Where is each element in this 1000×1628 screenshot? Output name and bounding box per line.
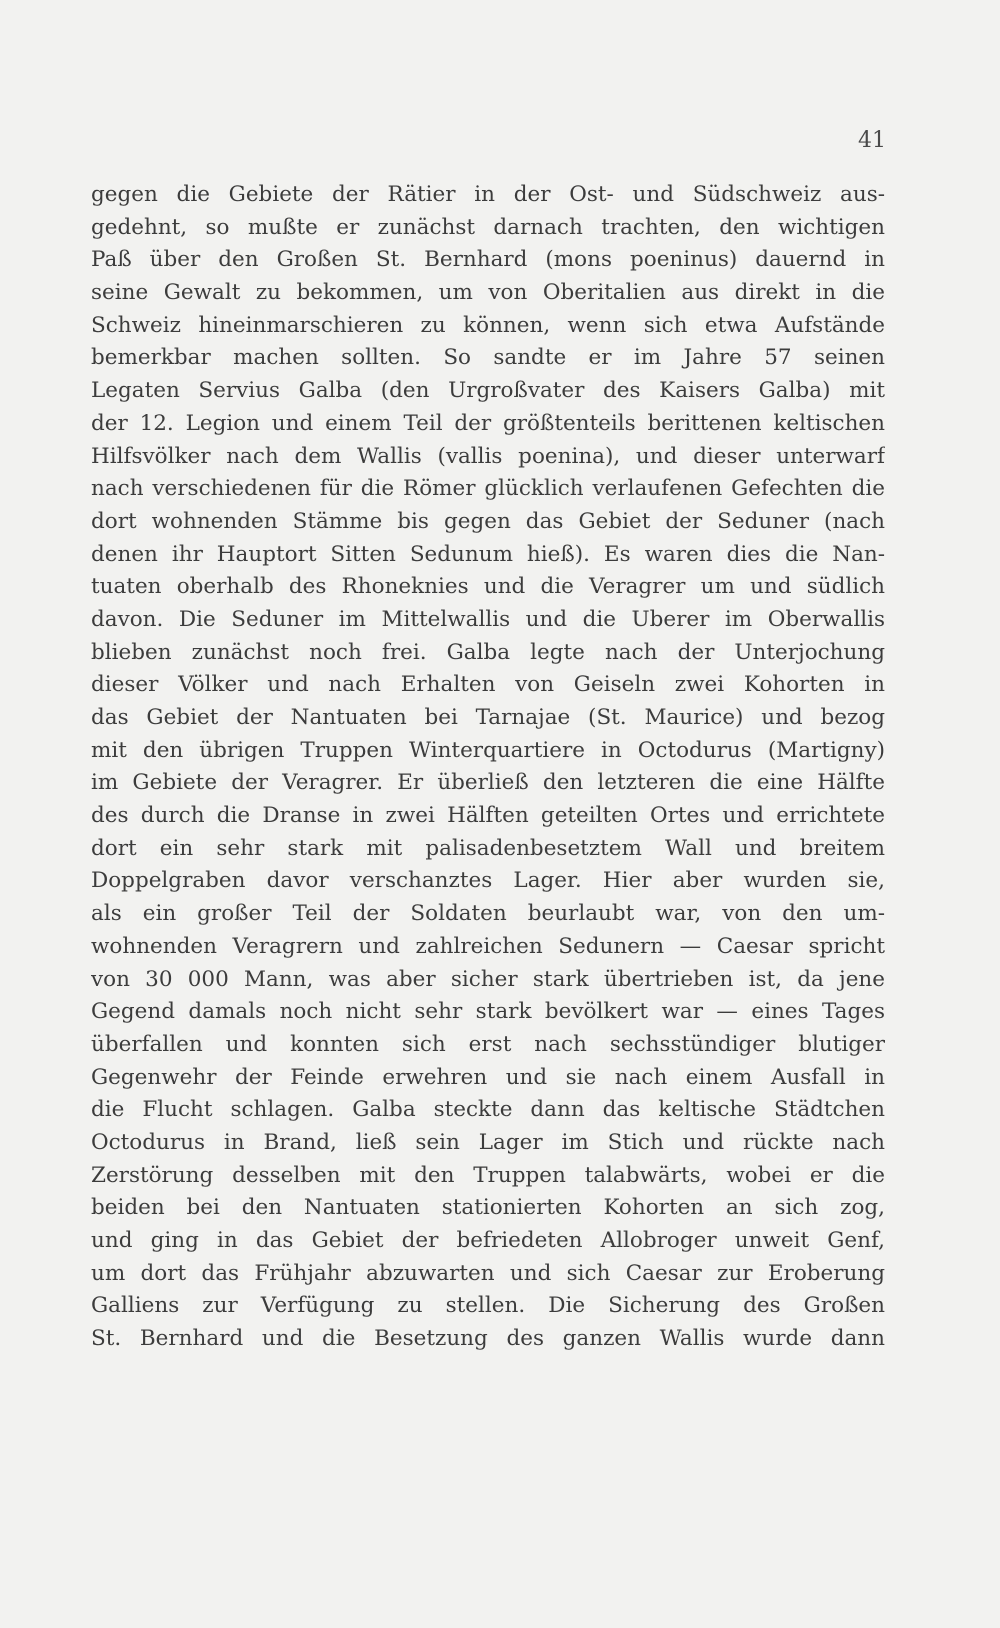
text-line: gegen die Gebiete der Rätier in der Ost- und Südschweiz aus- [91, 182, 885, 207]
text-line: im Gebiete der Veragrer. Er überließ den letzteren die eine Hälfte [91, 770, 885, 796]
text-line: um dort das Frühjahr abzuwarten und sich Caesar zur Eroberung [91, 1260, 885, 1286]
text-line: dort wohnenden Stämme bis gegen das Gebiet der Seduner (nach [91, 508, 885, 534]
text-line: von 30 000 Mann, was aber sicher stark übertrieben ist, da jene [91, 966, 885, 992]
text-line: Schweiz hineinmarschieren zu können, wenn sich etwa Aufstände [91, 312, 885, 338]
text-line: tuaten oberhalb des Rhoneknies und die Veragrer um und südlich [91, 574, 885, 600]
text-line: davon. Die Seduner im Mittelwallis und die Uberer im Oberwallis [91, 606, 885, 632]
body-text [91, 179, 885, 1356]
text-line: Doppelgraben davor verschanztes Lager. Hier aber wurden sie, [91, 868, 885, 894]
text-line: Gegend damals noch nicht sehr stark bevölkert war — eines Tages [91, 999, 885, 1025]
text-line: nach verschiedenen für die Römer glücklich verlaufenen Gefechten die [91, 476, 885, 502]
text-line: Legaten Servius Galba (den Urgroßvater des Kaisers Galba) mit [91, 378, 885, 404]
text-line: und ging in das Gebiet der befriedeten Allobroger unweit Genf, [91, 1228, 885, 1253]
text-line: als ein großer Teil der Soldaten beurlaubt war, von den um- [91, 901, 885, 927]
text-line: beiden bei den Nantuaten stationierten Kohorten an sich zog, [91, 1195, 885, 1221]
text-line: seine Gewalt zu bekommen, um von Oberitalien aus direkt in die [91, 280, 885, 306]
text-line: der 12. Legion und einem Teil der größtenteils berittenen keltischen [91, 410, 885, 436]
text-line: blieben zunächst noch frei. Galba legte nach der Unterjochung [91, 639, 885, 665]
text-line: Paß über den Großen St. Bernhard (mons poeninus) dauernd in [91, 247, 885, 273]
text-line: überfallen und konnten sich erst nach sechsstündiger blutiger [91, 1031, 885, 1057]
text-line: bemerkbar machen sollten. So sandte er im Jahre 57 seinen [91, 345, 885, 371]
text-line: Gegenwehr der Feinde erwehren und sie nach einem Ausfall in [91, 1064, 885, 1090]
text-line: Octodurus in Brand, ließ sein Lager im Stich und rückte nach [91, 1129, 885, 1155]
text-line: dort ein sehr stark mit palisadenbesetztem Wall und breitem [91, 835, 885, 861]
page-number: 41 [858, 128, 886, 153]
text-line: gedehnt, so mußte er zunächst darnach trachten, den wichtigen [91, 214, 885, 240]
text-line: dieser Völker und nach Erhalten von Geiseln zwei Kohorten in [91, 672, 885, 698]
text-line: wohnenden Veragrern und zahlreichen Sedunern — Caesar spricht [91, 933, 885, 959]
text-line: die Flucht schlagen. Galba steckte dann das keltische Städtchen [91, 1097, 885, 1123]
text-line: Zerstörung desselben mit den Truppen talabwärts, wobei er die [91, 1162, 885, 1188]
text-line: Hilfsvölker nach dem Wallis (vallis poenina), und dieser unterwarf [91, 443, 885, 469]
text-line: das Gebiet der Nantuaten bei Tarnajae (St. Maurice) und bezog [91, 705, 885, 730]
text-line: St. Bernhard und die Besetzung des ganzen Wallis wurde dann [91, 1326, 885, 1352]
text-line: des durch die Dranse in zwei Hälften geteilten Ortes und errichtete [91, 803, 885, 829]
text-line: mit den übrigen Truppen Winterquartiere in Octodurus (Martigny) [91, 737, 885, 763]
text-line: Galliens zur Verfügung zu stellen. Die Sicherung des Großen [91, 1293, 885, 1319]
text-line: denen ihr Hauptort Sitten Sedunum hieß). Es waren dies die Nan- [91, 541, 885, 567]
